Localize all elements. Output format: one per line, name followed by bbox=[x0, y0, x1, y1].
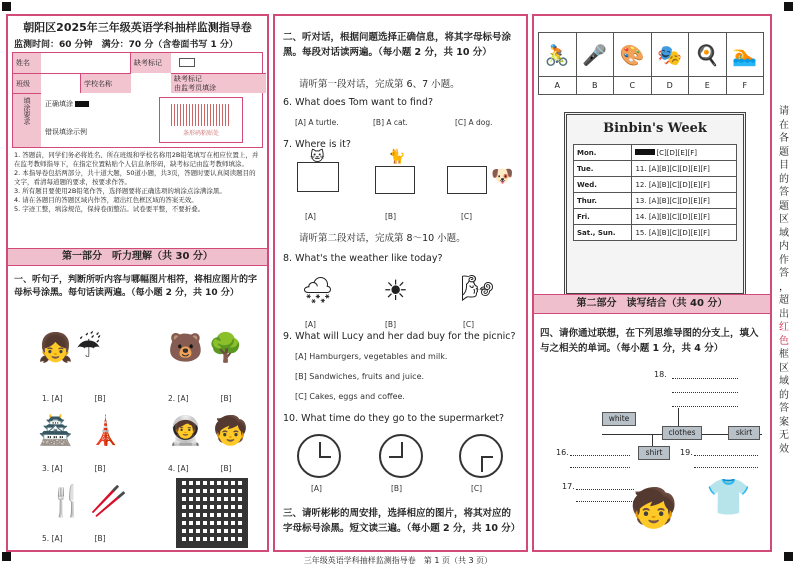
sing-icon: 🎤 bbox=[576, 33, 614, 77]
q6-question: 6. What does Tom want to find? bbox=[283, 97, 433, 108]
corner-mark bbox=[784, 2, 793, 11]
answer-column-3: 🚴 🎤 🎨 🎭 🍳 🏊 A B C D E F Binbin's Week Mon. [C][D][E][F] Tue. 11. [A][B][C][D][E][F] Wed. 12. [A][B][C][D][E][F] Thur. 13. [A][B][C][D][E][F] Fri. 14. [A][B][C][D][E][F] Sat., Sun. 15. [A][B][C][D][E][F] 第二部分 读写结合（共 40 分） 四、请你通过联想，在下列思维导图的分支上，填入与之相关的单词。（每小题 1 分，共 4 分） 18. white clothes skirt shirt 16. 19. 17. 🧒 👕 bbox=[532, 14, 772, 552]
answer-19-input[interactable] bbox=[694, 446, 758, 456]
clock-icon bbox=[297, 434, 341, 478]
q10-question: 10. What time do they go to the supermarket? bbox=[283, 413, 505, 424]
box-icon: 🐱 bbox=[297, 162, 339, 192]
q10-option-a[interactable]: [A] bbox=[311, 484, 322, 493]
q7-question: 7. Where is it? bbox=[283, 139, 351, 150]
umbrella-icon: ☔ bbox=[76, 331, 102, 364]
q7-option-c[interactable]: [C] bbox=[461, 212, 473, 221]
part1-header: 第一部分 听力理解（共 30 分） bbox=[8, 248, 267, 266]
q6-option-a[interactable]: [A] A turtle. bbox=[295, 118, 339, 127]
answer-18-line[interactable] bbox=[672, 383, 738, 393]
class-field[interactable] bbox=[41, 73, 81, 93]
q6-option-b[interactable]: [B] A cat. bbox=[373, 118, 408, 127]
q15-options[interactable]: [A][B][C][D][E][F] bbox=[648, 228, 710, 237]
q8-option-b[interactable]: [B] bbox=[385, 320, 396, 329]
q8-question: 8. What's the weather like today? bbox=[283, 253, 443, 264]
girl-icon: 🧒 bbox=[213, 414, 248, 447]
q8-option-a[interactable]: [A] bbox=[305, 320, 316, 329]
proctor-label: 缺考标记 由监考员填涂 bbox=[171, 73, 266, 93]
clock-icon bbox=[379, 434, 423, 478]
q7-option-b[interactable]: [B] bbox=[385, 212, 396, 221]
opera-icon: 🎭 bbox=[651, 33, 689, 77]
dialog2-label: 请听第二段对话，完成第 8～10 小题。 bbox=[299, 233, 466, 244]
q5-option-b[interactable]: [B] bbox=[94, 534, 106, 543]
windy-icon: 🌬 bbox=[461, 274, 495, 304]
answer-19-line[interactable] bbox=[694, 458, 758, 468]
q14-options[interactable]: [A][B][C][D][E][F] bbox=[648, 212, 710, 221]
school-label: 学校名称 bbox=[81, 73, 131, 93]
cook-icon: 🍳 bbox=[689, 33, 727, 77]
answer-17-input[interactable] bbox=[576, 480, 634, 490]
absent-checkbox[interactable] bbox=[179, 58, 195, 67]
q11-options[interactable]: [A][B][C][D][E][F] bbox=[648, 164, 710, 173]
mon-options[interactable]: [C][D][E][F] bbox=[656, 148, 698, 157]
astronaut-icon: 🧑‍🚀 bbox=[168, 414, 203, 447]
snow-cloud-icon: 🌨 bbox=[301, 276, 335, 306]
answer-18-input[interactable] bbox=[672, 369, 738, 379]
notes: 1. 答题前，同学们务必将姓名、所在班级和学校名称用2B铅笔填写在相应位置上，并在监考教师指导下，在指定位置粘贴个人信息条形码，缺考标记由监考教师填涂。 2. 本指导卷包括两部分，共十道大题，50道小题，共3页，答题时要认真阅读题目的文字，看清每道题的要求，按要求作答。 3. 所有题目要使用2B铅笔作答，选择题要将正确选项的填涂点涂满涂黑。 4. 请在各题目的答题区域内作答，超出红色框区域的答案无效。 5. 字迹工整，填涂规范，保持卷面整洁。试卷要平整，不要折叠。 bbox=[14, 151, 259, 213]
q4-option-b[interactable]: [B] bbox=[220, 464, 232, 473]
fill-req-label: 填涂要求 bbox=[13, 93, 41, 147]
q13-options[interactable]: [A][B][C][D][E][F] bbox=[648, 196, 710, 205]
q3-instruction: 三、请听彬彬的周安排，选择相应的图片，将其对应的字母标号涂黑。短文读三遍。（每小题 2 分，共 10 分） bbox=[283, 508, 521, 534]
week-title: Binbin's Week bbox=[603, 121, 707, 136]
class-label: 班级 bbox=[13, 73, 41, 93]
name-label: 姓名 bbox=[13, 53, 41, 73]
boy-face-icon: 🧒 bbox=[630, 486, 678, 530]
answer-16-line[interactable] bbox=[570, 458, 630, 468]
answer-column-2 bbox=[273, 14, 528, 552]
q1-option-b[interactable]: [B] bbox=[94, 394, 106, 403]
temple-icon: 🏯 bbox=[38, 414, 73, 447]
answer-17-line[interactable] bbox=[576, 492, 634, 502]
swim-icon: 🏊 bbox=[726, 33, 764, 77]
week-table: Mon. [C][D][E][F] Tue. 11. [A][B][C][D][E][F] Wed. 12. [A][B][C][D][E][F] Thur. 13. [A][B][C][D][E][F] Fri. 14. [A][B][C][D][E][F] Sat., Sun. 15. [A][B][C][D][E][F] bbox=[573, 144, 737, 241]
q5-option-a[interactable]: [A] bbox=[51, 534, 63, 543]
q1-instruction: 一、听句子，判断所听内容与哪幅图片相符，将相应图片的字母标号涂黑。每句话读两遍。（每小题 2 分，共 10 分） bbox=[14, 275, 258, 298]
q2-instruction: 二、听对话，根据问题选择正确信息，将其字母标号涂黑。每段对话读两遍。（每小题 2 分，共 10 分） bbox=[283, 32, 512, 58]
q6-option-c[interactable]: [C] A dog. bbox=[455, 118, 493, 127]
sun-icon: ☀ bbox=[383, 274, 409, 307]
answer-18-line[interactable] bbox=[672, 397, 738, 407]
q1-option-a[interactable]: [A] bbox=[51, 394, 63, 403]
kids-icon: 👧 bbox=[38, 331, 73, 364]
part2-header: 第二部分 读写结合（共 40 分） bbox=[534, 294, 770, 314]
qr-code-icon bbox=[176, 478, 248, 548]
side-note: 请 在 各 题 目 的 答 题 区 域 内 作 答 ， 超 出 红 色 框 区 域 的 答 案 无 效 bbox=[779, 106, 789, 455]
q4-instruction: 四、请你通过联想，在下列思维导图的分支上，填入与之相关的单词。（每小题 1 分，共 4 分） bbox=[540, 328, 759, 354]
barcode-icon bbox=[171, 104, 231, 126]
dog-icon: 🐶 bbox=[491, 166, 514, 187]
answer-column-1: 朝阳区2025年三年级英语学科抽样监测指导卷 监测时间：60 分钟 满分：70 分（含卷面书写 1 分） 姓名 缺考标记 班级 学校名称 缺考标记 由监考员填涂 填涂要求 正确填涂 错误填涂示例 条形码粘贴处 1. 答题前，同学们务必将姓名、所在班级和学校名称用2B铅笔填写在相应位置上，并在监考教师指导下，在指定位置粘贴个人信息条形码，缺考标记由监考教师填涂。 2. 本指导卷包括两部分，共十道大题，50道小题，共3页，答题时要认真阅读题目的文字，看清每道题的要求，按要求作答。 3. 所有题目要使用2B铅笔作答，选择题要将正确选项的填涂点涂满涂黑。 4. 请在各题目的答题区域内作答，超出红色框区域的答案无效。 5. 字迹工整，填涂规范，保持卷面整洁。试卷要平整，不要折叠。 第一部分 听力理解（共 30 分） 一、听句子，判断所听内容与哪幅图片相符，将相应图片的字母标号涂黑。每句话读两遍。（每小题 2 分，共 10 分） 👧 ☔ 🐻 🌳 1. [A] [B] 2. [A] [B] 🏯 🗼 🧑‍🚀 🧒 3. [A] [B] 4. [A] [B] 🍴 🥢 5. [A] [B] bbox=[6, 14, 269, 552]
wrong-fill: 错误填涂示例 bbox=[45, 128, 87, 136]
exam-title: 朝阳区2025年三年级英语学科抽样监测指导卷 bbox=[23, 21, 252, 34]
q9-question: 9. What will Lucy and her dad buy for the picnic? bbox=[283, 331, 516, 342]
mind-node-white: white bbox=[602, 412, 636, 426]
week-board bbox=[564, 112, 746, 296]
q12-options[interactable]: [A][B][C][D][E][F] bbox=[648, 180, 710, 189]
q10-option-c[interactable]: [C] bbox=[471, 484, 483, 493]
correct-fill: 正确填涂 bbox=[45, 99, 89, 109]
absent-label: 缺考标记 bbox=[131, 53, 171, 73]
box-icon bbox=[447, 166, 487, 194]
q4-option-a[interactable]: [A] bbox=[177, 464, 189, 473]
tree-icon: 🌳 bbox=[208, 331, 243, 364]
q9-option-b[interactable]: [B] Sandwiches, fruits and juice. bbox=[295, 372, 425, 381]
mind-node-shirt: shirt bbox=[638, 446, 670, 460]
mind-node-skirt: skirt bbox=[728, 426, 760, 440]
page-footer: 三年级英语学科抽样监测指导卷 第 1 页（共 3 页） bbox=[303, 556, 493, 565]
clock-icon bbox=[459, 434, 503, 478]
q10-option-b[interactable]: [B] bbox=[391, 484, 402, 493]
barcode-area: 条形码粘贴处 bbox=[159, 97, 243, 143]
corner-mark bbox=[2, 2, 11, 11]
q7-option-a[interactable]: [A] bbox=[305, 212, 316, 221]
q2-option-a[interactable]: [A] bbox=[177, 394, 189, 403]
paint-icon: 🎨 bbox=[614, 33, 652, 77]
q8-option-c[interactable]: [C] bbox=[463, 320, 475, 329]
dialog1-label: 请听第一段对话，完成第 6、7 小题。 bbox=[299, 79, 460, 90]
info-box bbox=[12, 52, 263, 148]
exam-info: 监测时间：60 分钟 满分：70 分（含卷面书写 1 分） bbox=[14, 40, 238, 50]
q9-option-c[interactable]: [C] Cakes, eggs and coffee. bbox=[295, 392, 405, 401]
q3-option-b[interactable]: [B] bbox=[94, 464, 106, 473]
q9-option-a[interactable]: [A] Hamburgers, vegetables and milk. bbox=[295, 352, 448, 361]
bear-icon: 🐻 bbox=[168, 331, 203, 364]
shirt-icon: 👕 bbox=[706, 477, 751, 518]
name-field[interactable] bbox=[41, 53, 131, 73]
q3-option-a[interactable]: [A] bbox=[51, 464, 63, 473]
answer-16-input[interactable] bbox=[570, 446, 630, 456]
box-icon: 🐈 bbox=[375, 166, 415, 194]
pagoda-icon: 🗼 bbox=[88, 414, 123, 447]
q2-option-b[interactable]: [B] bbox=[220, 394, 232, 403]
mind-node-clothes: clothes bbox=[662, 426, 702, 440]
fork-knife-icon: 🍴 bbox=[48, 484, 86, 519]
ride-icon: 🚴 bbox=[539, 33, 577, 77]
picture-options-table: 🚴 🎤 🎨 🎭 🍳 🏊 A B C D E F bbox=[538, 32, 764, 95]
chopsticks-icon: 🥢 bbox=[90, 484, 128, 519]
